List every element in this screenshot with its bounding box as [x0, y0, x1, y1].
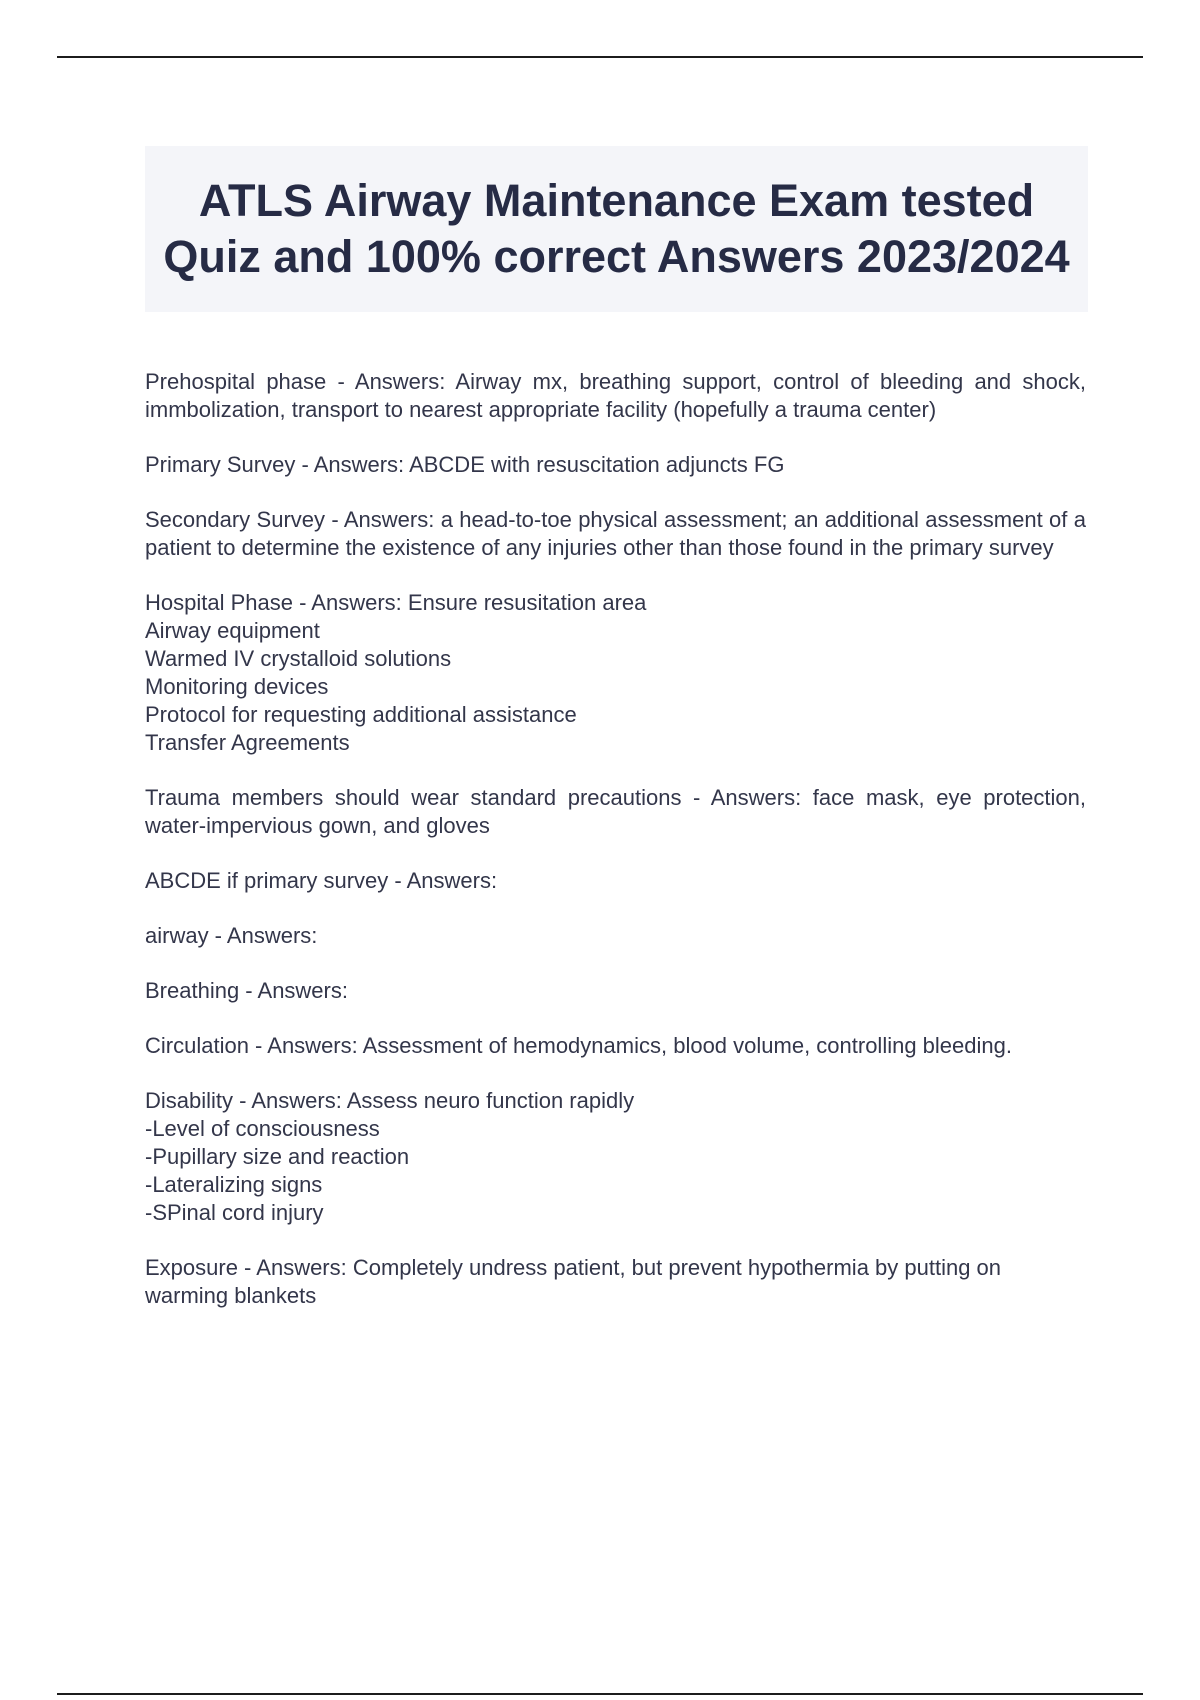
qa-entry-exposure: Exposure - Answers: Completely undress patient, but prevent hypothermia by putting on warming blankets — [145, 1255, 1002, 1308]
qa-entry-secondary-survey: Secondary Survey - Answers: a head-to-toe physical assessment; an additional assessment of a patient to determine the existence of any injuries other than those found in the primary survey — [145, 507, 1086, 560]
bottom-divider — [57, 1693, 1143, 1695]
entry-line: -Lateralizing signs — [145, 1172, 323, 1197]
qa-entry-abcde: ABCDE if primary survey - Answers: — [145, 868, 498, 893]
qa-entry-circulation: Circulation - Answers: Assessment of hemodynamics, blood volume, controlling bleeding. — [145, 1033, 1012, 1058]
entry-line: Protocol for requesting additional assistance — [145, 702, 577, 727]
qa-entry-airway: airway - Answers: — [145, 923, 318, 948]
title-banner — [145, 146, 1088, 312]
qa-entry-primary-survey: Primary Survey - Answers: ABCDE with resuscitation adjuncts FG — [145, 452, 785, 477]
entry-line: Airway equipment — [145, 618, 320, 643]
entry-line: -SPinal cord injury — [145, 1200, 324, 1225]
qa-entry-prehospital-phase: Prehospital phase - Answers: Airway mx, breathing support, control of bleeding and shock, immbolization, transport to nearest appropriate facility (hopefully a trauma center) — [145, 369, 1086, 422]
entry-line: Disability - Answers: Assess neuro function rapidly — [145, 1088, 635, 1113]
document-title: ATLS Airway Maintenance Exam tested Quiz and 100% correct Answers 2023/2024 — [163, 175, 1070, 282]
entry-line: -Level of consciousness — [145, 1116, 380, 1141]
qa-entry-standard-precautions: Trauma members should wear standard precautions - Answers: face mask, eye protection, water-impervious gown, and gloves — [145, 785, 1086, 838]
entry-line: Transfer Agreements — [145, 730, 350, 755]
entry-line: Hospital Phase - Answers: Ensure resusitation area — [145, 590, 647, 615]
qa-entry-disability — [145, 1087, 1086, 1227]
qa-entry-hospital-phase — [145, 589, 1086, 757]
document-body — [145, 368, 1086, 1337]
entry-line: -Pupillary size and reaction — [145, 1144, 410, 1169]
entry-line: Monitoring devices — [145, 674, 329, 699]
top-divider — [57, 56, 1143, 58]
qa-entry-breathing: Breathing - Answers: — [145, 978, 348, 1003]
entry-line: Warmed IV crystalloid solutions — [145, 646, 452, 671]
